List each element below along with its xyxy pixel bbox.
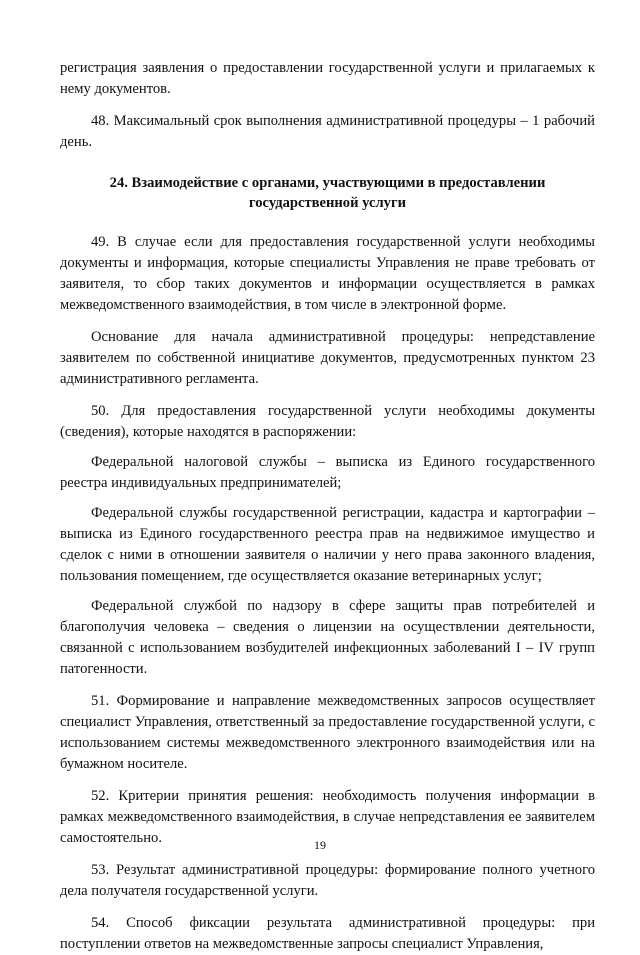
paragraph-54: 54. Способ фиксации результата административной процедуры: при поступлении ответов на межведомственные запросы специалист Управления, [60,915,595,952]
paragraph-52: 52. Критерии принятия решения: необходимость получения информации в рамках межведомственного взаимодействия, в случае непредставления ее заявителем самостоятельно. [60,788,595,846]
paragraph-53: 53. Результат административной процедуры: формирование полного учетного дела получателя государственной услуги. [60,862,595,899]
paragraph-rospotrebnadzor: Федеральной службой по надзору в сфере защиты прав потребителей и благополучия человека – сведения о лицензии на осуществлении деятельности, связанной с использованием возбудителей инфекционных заболеваний I – IV групп патогенности. [60,598,595,677]
paragraph-osnovanie: Основание для начала административной процедуры: непредставление заявителем по собственной инициативе документов, предусмотренных пунктом 23 административного регламента. [60,329,595,387]
paragraph-49: 49. В случае если для предоставления государственной услуги необходимы документы и информация, которые специалисты Управления не праве требовать от заявителя, то сбор таких документов и информации осуществляется в рамках межведомственного взаимодействия, в том числе в электронной форме. [60,234,595,313]
paragraph-50: 50. Для предоставления государственной услуги необходимы документы (сведения), которые находятся в распоряжении: [60,403,595,440]
paragraph-48: 48. Максимальный срок выполнения административной процедуры – 1 рабочий день. [60,113,595,150]
document-body [60,58,595,955]
paragraph-51: 51. Формирование и направление межведомственных запросов осуществляет специалист Управления, ответственный за предоставление государственной услуги, с использованием системы межведомственного электронного взаимодействия или на бумажном носителе. [60,693,595,772]
paragraph-fns: Федеральной налоговой службы – выписка из Единого государственного реестра индивидуальных предпринимателей; [60,454,595,491]
paragraph-rosreestr: Федеральной службы государственной регистрации, кадастра и картографии – выписка из Единого государственного реестра прав на недвижимое имущество и сделок с ними в отношении заявителя о наличии у него права законного владения, пользования помещением, где осуществляется оказание ветеринарных услуг; [60,505,595,584]
section-heading: 24. Взаимодействие с органами, участвующими в предоставлении государственной услуги [109,175,546,211]
paragraph-continuation: регистрация заявления о предоставлении государственной услуги и прилагаемых к нему документов. [60,60,595,97]
page-number: 19 [314,838,326,852]
